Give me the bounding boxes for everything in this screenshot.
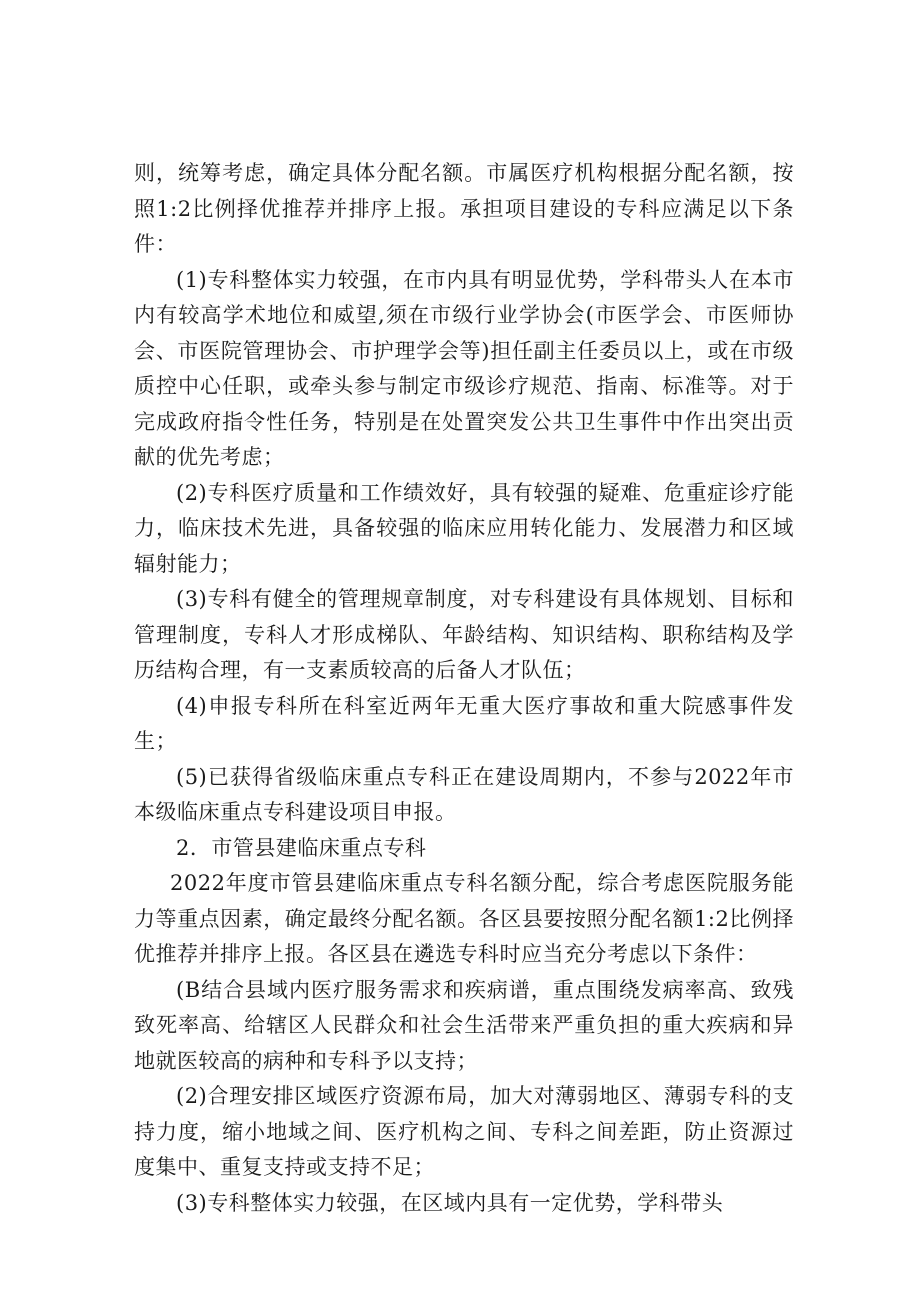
paragraph-county-allocation: 2022年度市管县建临床重点专科名额分配，综合考虑医院服务能力等重点因素，确定最终分配名额。各区县要按照分配名额1:2比例择优推荐并排序上报。各区县在遴选专科时应当充分考虑以下条件： bbox=[134, 871, 794, 966]
paragraph-condition-3: (3)专科有健全的管理规章制度，对专科建设有具体规划、目标和管理制度，专科人才形成梯队、年龄结构、知识结构、职称结构及学历结构合理，有一支素质较高的后备人才队伍； bbox=[134, 587, 794, 682]
paragraph-condition-5: (5)已获得省级临床重点专科正在建设周期内，不参与2022年市本级临床重点专科建设项目申报。 bbox=[134, 764, 794, 824]
paragraph-county-condition-2: (2)合理安排区域医疗资源布局，加大对薄弱地区、薄弱专科的支持力度，缩小地域之间、医疗机构之间、专科之间差距，防止资源过度集中、重复支持或支持不足； bbox=[134, 1084, 794, 1179]
paragraph-continuation: 则，统筹考虑，确定具体分配名额。市属医疗机构根据分配名额，按照1:2比例择优推荐并排序上报。承担项目建设的专科应满足以下条件： bbox=[134, 161, 794, 256]
paragraph-condition-1: (1)专科整体实力较强，在市内具有明显优势，学科带头人在本市内有较高学术地位和威望,须在市级行业学协会(市医学会、市医师协会、市医院管理协会、市护理学会等)担任副主任委员以上，或在市级质控中心任职，或牵头参与制定市级诊疗规范、指南、标准等。对于完成政府指令性任务，特别是在处置突发公共卫生事件中作出突出贡献的优先考虑； bbox=[134, 267, 794, 469]
paragraph-condition-4: (4)申报专科所在科室近两年无重大医疗事故和重大院感事件发生； bbox=[134, 693, 794, 753]
paragraph-county-condition-3: (3)专科整体实力较强，在区域内具有一定优势，学科带头 bbox=[176, 1190, 724, 1215]
paragraph-county-condition-1: (B结合县域内医疗服务需求和疾病谱，重点围绕发病率高、致残致死率高、给辖区人民群众和社会生活带来严重负担的重大疾病和异地就医较高的病种和专科予以支持； bbox=[134, 977, 794, 1073]
paragraph-condition-2: (2)专科医疗质量和工作绩效好，具有较强的疑难、危重症诊疗能力，临床技术先进，具备较强的临床应用转化能力、发展潜力和区域辐射能力； bbox=[134, 480, 794, 576]
section-heading-2: 2．市管县建临床重点专科 bbox=[176, 835, 427, 860]
document-body bbox=[134, 156, 794, 1221]
